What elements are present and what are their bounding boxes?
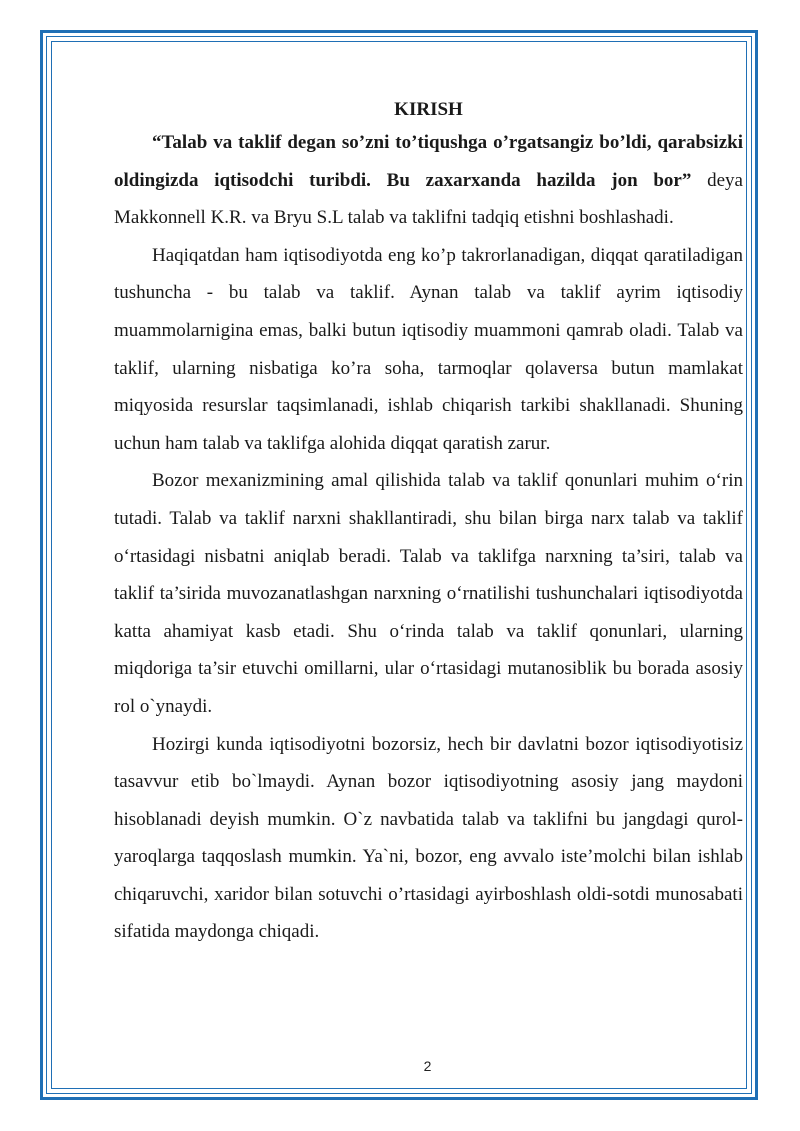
paragraph-2: Bozor mexanizmining amal qilishida talab va taklif qonunlari muhim o‘rin tutadi. Talab va taklif narxni shakllantiradi, shu bilan birga narx talab va taklif o‘rtasidagi nisbatni aniqlab beradi. Talab va taklifga narxning ta’siri, talab va taklif ta’sirida muvozanatlashgan narxning o‘rnatilishi tushunchalari iqtisodiyotda katta ahamiyat kasb etadi. Shu o‘rinda talab va taklif qonunlari, ularning miqdoriga ta’sir etuvchi omillarni, ular o‘rtasidagi mutanosiblik bu borada asosiy rol o`ynaydi. [114, 470, 743, 717]
intro-rest: deya Makkonnell K.R. va Bryu S.L talab va taklifni tadqiq etishni boshlashadi. [114, 169, 743, 229]
intro-quote: “Talab va taklif degan so’zni to’tiqushga o’rgatsangiz bo’ldi, qarabsizki oldingizda iqtisodchi turibdi. Bu zaxarxanda hazilda jon bor” [114, 132, 743, 191]
page-number: 2 [423, 1058, 432, 1074]
paragraph-3: Hozirgi kunda iqtisodiyotni bozorsiz, hech bir davlatni bozor iqtisodiyotisiz tasavvur etib bo`lmaydi. Aynan bozor iqtisodiyotning asosiy jang maydoni hisoblanadi deyish mumkin. O`z navbatida talab va taklifni bu jangdagi qurol-yaroqlarga taqqoslash mumkin. Ya`ni, bozor, eng avvalo iste’molchi bilan ishlab chiqaruvchi, xaridor bilan sotuvchi o’rtasidagi ayirboshlash oldi-sotdi munosabati sifatida maydonga chiqadi. [114, 733, 743, 943]
document-heading: KIRISH [394, 99, 463, 120]
intro-paragraph [114, 124, 743, 237]
document-body [114, 96, 743, 951]
paragraph-1: Haqiqatdan ham iqtisodiyotda eng ko’p takrorlanadigan, diqqat qaratiladigan tushuncha - bu talab va taklif. Aynan talab va taklif ayrim iqtisodiy muammolarnigina emas, balki butun iqtisodiy muammoni qamrab oladi. Talab va taklif, ularning nisbatiga ko’ra soha, tarmoqlar qolaversa butun mamlakat miqyosida resurslar taqsimlanadi, ishlab chiqarish tarkibi shakllanadi. Shuning uchun ham talab va taklifga alohida diqqat qaratish zarur. [114, 244, 743, 454]
